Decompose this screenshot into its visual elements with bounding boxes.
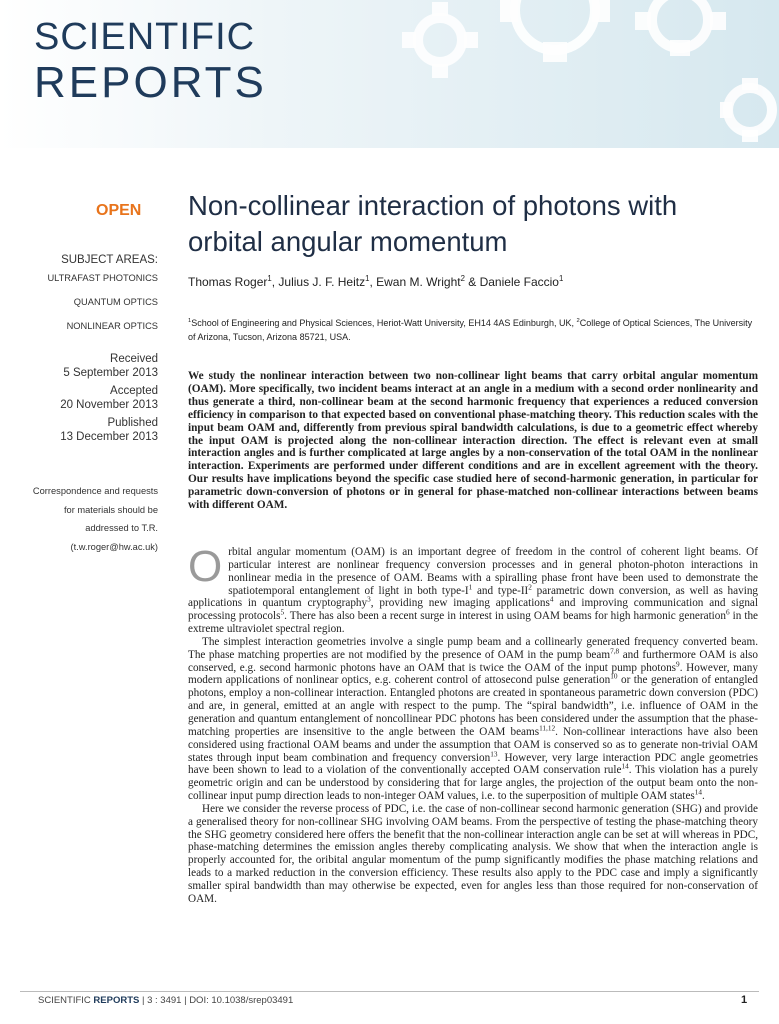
footer-divider <box>20 991 759 992</box>
received-date: 5 September 2013 <box>63 367 158 379</box>
author-affiliation: 2 <box>460 274 465 283</box>
accepted-label: Accepted <box>110 385 158 397</box>
affiliations <box>188 316 760 344</box>
author-name[interactable]: Daniele Faccio <box>479 275 559 289</box>
author-list <box>188 275 563 289</box>
author-affiliation: 1 <box>558 274 564 283</box>
author-separator: , <box>271 275 279 289</box>
journal-logo-top: SCIENTIFIC <box>34 16 256 58</box>
author-separator: & <box>464 275 480 289</box>
article-body <box>188 542 759 906</box>
journal-banner <box>0 0 779 148</box>
subject-areas-list <box>20 266 158 338</box>
subject-areas-heading: SUBJECT AREAS: <box>61 254 158 266</box>
affiliation-number: 1 <box>188 318 192 324</box>
footer-journal-b: REPORTS <box>93 995 140 1006</box>
correspondence-note: Correspondence and requests for materials should be addressed to T.R. (t.w.roger@hw.ac.uk) <box>32 486 158 552</box>
published-label: Published <box>107 417 158 429</box>
author-affiliation: 1 <box>267 274 272 283</box>
author-affiliation: 1 <box>365 274 370 283</box>
author-name[interactable]: Ewan M. Wright <box>376 275 461 289</box>
article-title: Non-collinear interaction of photons with orbital angular momentum <box>188 190 678 257</box>
abstract: We study the nonlinear interaction between two non-collinear light beams that carry orbital angular momentum (OAM). More specifically, two incident beams interact at an angle in a medium with a second order nonlinearity and thus generate a third, non-collinear beam at the second harmonic frequency that experiences a reduced conversion efficiency in comparison to that expected based on conventional phase-matching theory. This reduction scales with the input beam OAM and, differently from previous spiral bandwidth calculations, is due to a geometric effect whereby the input OAM is projected along the non-collinear interaction direction. The effect is relevant even at small interaction angles and is further complicated at large angles by a non-conservation of the total OAM in the nonlinear interaction. Experiments are performed under different conditions and are in excellent agreement with the theory. Our results have implications beyond the specific case studied here of second-harmonic generation, in particular for parametric down-conversion of photons or in general for phase-matched non-collinear interactions between beams with different OAM. <box>188 370 758 512</box>
footer-journal-a: SCIENTIFIC <box>38 995 94 1006</box>
body-paragraph-2: The simplest interaction geometries involve a single pump beam and a collinearly generated frequency converted beam. The phase matching properties are not modified by the presence of OAM in the pump beam$^{7,8}$ and furthermore OAM is also conserved, e.g. second harmonic photons have an OAM that is twice the OAM of the input pump photons$^9$. However, many modern applications of nonlinear optics, e.g. coherent control of attosecond pulse generation$^{10}$ or the generation of entangled photons, employ a non-collinear interaction. Entangled photons are created in spontaneous parametric down conversion (PDC) and are, in general, emitted at an angle with respect to the pump. The “spiral bandwidth”, i.e. influence of OAM in the generation and quantum entanglement of noncollinear PDC photons has been considered under the assumption that the phase-matching properties are insensitive to the angle between the OAM beams$^{11,12}$. Non-collinear interactions have also been considered using fractional OAM beams and under the assumption that OAM is conserved so as to generate non-trivial OAM states through input beam combination and frequency conversion$^{13}$. However, very large interaction PDC angle geometries have been shown to lead to a violation of the conventionally accepted OAM conservation rule$^{14}$. This violation has a purely geometric origin and can be understood by considering that for large angles, the projection of the output beam onto the non-collinear input pump direction leads to non-integer OAM values, i.e. to the superposition of multiple OAM states$^{14}$. <box>188 635 759 803</box>
affiliation-number: 2 <box>576 318 580 324</box>
drop-cap: O <box>188 542 223 591</box>
journal-logo-bottom-text: REPORTS <box>34 58 267 107</box>
body-paragraph-3: Here we consider the reverse process of PDC, i.e. the case of non-collinear second harmonic generation (SHG) and provide a generalised theory for non-collinear SHG involving OAM beams. From the perspective of testing the phase-matching theory the SHG geometry considered here offers the benefit that the non-collinear interaction angle can be set at will whereas in PDC, phase-matching determines the emission angles thereby complicating analysis. We show that when the interaction angle is properly accounted for, the oribital angular momentum of the pump significantly modifies the phase matching relations and leads to a marked reduction in the conversion efficiency. These results also apply to the PDC case and imply a significantly smaller spiral bandwidth than may otherwise be expected, even for angles less than those required for non-conservation of OAM. <box>188 802 758 905</box>
gears-decoration <box>380 0 779 148</box>
open-access-label: OPEN <box>96 202 142 219</box>
affiliation-text: College of Optical Sciences, The University of Arizona, Tucson, Arizona 85721, USA. <box>188 318 753 342</box>
subject-item[interactable]: QUANTUM OPTICS <box>73 297 158 307</box>
published-date: 13 December 2013 <box>60 431 158 443</box>
accepted-date: 20 November 2013 <box>60 399 158 411</box>
page-number: 1 <box>741 994 748 1006</box>
subject-item[interactable]: NONLINEAR OPTICS <box>66 321 158 331</box>
journal-logo-bottom <box>34 58 267 108</box>
author-separator: , <box>369 275 377 289</box>
footer-citation: | 3 : 3491 | DOI: 10.1038/srep03491 <box>139 995 294 1006</box>
page-footer <box>38 995 293 1006</box>
subject-item[interactable]: ULTRAFAST PHOTONICS <box>47 273 158 283</box>
received-label: Received <box>110 353 158 365</box>
affiliation-text: School of Engineering and Physical Sciences, Heriot-Watt University, EH14 4AS Edinburgh, UK, <box>191 318 577 328</box>
author-name[interactable]: Julius J. F. Heitz <box>278 275 366 289</box>
author-name[interactable]: Thomas Roger <box>188 275 268 289</box>
article-dates <box>20 348 158 444</box>
body-paragraph-1: Orbital angular momentum (OAM) is an important degree of freedom in the control of coherent light beams. Of particular interest are nonlinear frequency conversion processes and in general photon-photon interactions in nonlinear media in the presence of OAM. Beams with a spiralling phase front have been used to demonstrate the spatiotemporal entanglement of light in both type-$I^1$ and type-$II^2$ parametric down conversion, as well as having applications in quantum cryptography$^3$, providing new imaging applications$^4$ and improving communication and signal processing protocols$^5$. There has also been a recent surge in interest in using OAM beams for high harmonic generation$^6$ in the extreme ultraviolet spectral region. <box>188 542 759 636</box>
